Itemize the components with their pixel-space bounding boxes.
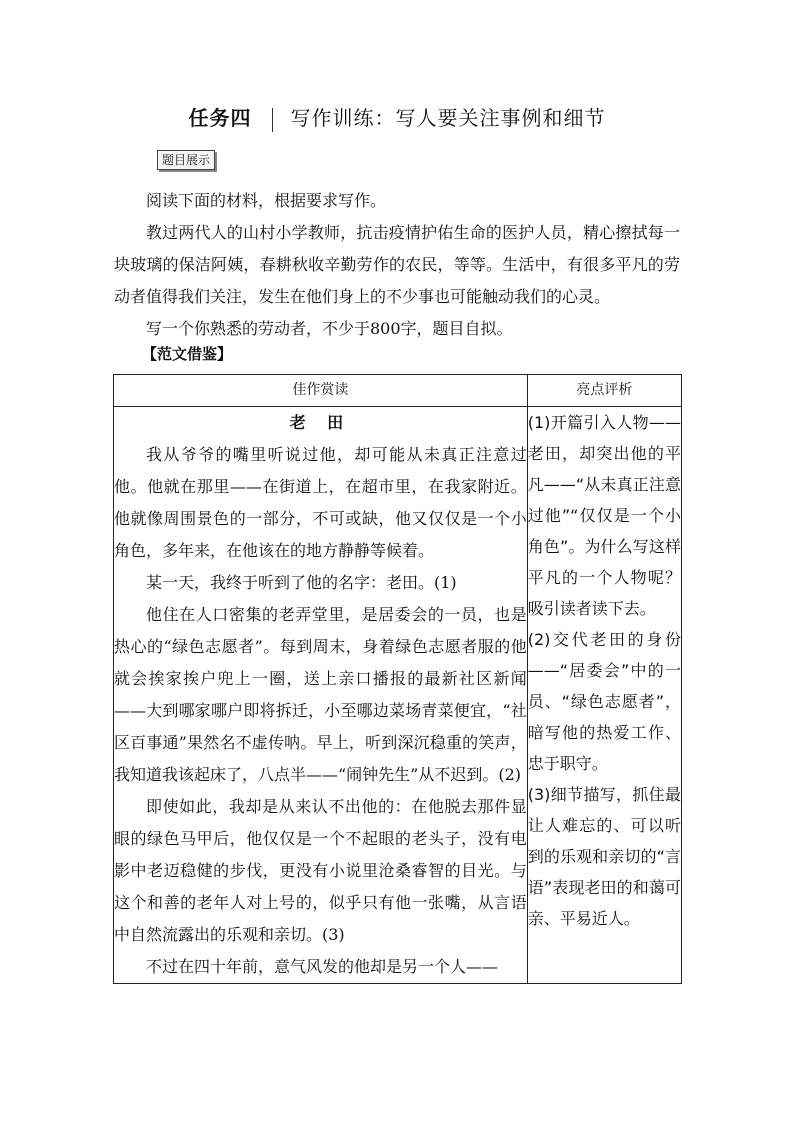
essay-paragraph: 我从爷爷的嘴里听说过他，却可能从未真正注意过他。他就在那里——在街道上，在超市里，在我家附近。他就像周围景色的一部分，不可或缺，他又仅仅是一个小角色，多年来，在他该在的地方静静等候着。 [114,445,527,560]
analysis-note: (1)开篇引入人物——老田，却突出他的平凡——“从未真正注意过他”“仅仅是一个小角色”。为什么写这样平凡的一个人物呢？吸引读者读下去。 [527,413,681,618]
title-divider [272,108,273,132]
prompt-requirement: 写一个你熟悉的劳动者，不少于800字，题目自拟。 [146,319,513,338]
essay-paragraph: 他住在人口密集的老弄堂里，是居委会的一员，也是热心的“绿色志愿者”。每到周末，身着绿色志愿者服的他就会挨家挨户兜上一圈，送上亲口播报的最新社区新闻——大到哪家哪户即将拆迁，小至哪边菜场青菜便宜，“社区百事通”果然名不虚传呐。早上，听到深沉稳重的笑声，我知道我该起床了，八点半——“闹钟先生”从不迟到。(2) [114,605,527,784]
header-essay: 佳作赏读 [114,375,528,407]
essay-paragraph: 某一天，我终于听到了他的名字：老田。(1) [146,573,457,592]
task-subtitle: 写作训练：写人要关注事例和细节 [290,106,606,130]
page-title [0,102,794,132]
essay-paragraph: 不过在四十年前，意气风发的他却是另一个人—— [146,957,499,976]
section-badge: 题目展示 [157,150,215,170]
essay-title: 老 田 [289,413,352,432]
essay-cell [114,407,528,984]
analysis-note: (3)细节描写，抓住最让人难忘的、可以听到的乐观和亲切的“言语”表现老田的和蔼可亲、平易近人。 [527,785,681,928]
task-number: 任务四 [188,106,252,130]
essay-paragraph: 即使如此，我却是从来认不出他的：在他脱去那件显眼的绿色马甲后，他仅仅是一个不起眼的老头子，没有电影中老迈稳健的步伐，更没有小说里沧桑睿智的目光。与这个和善的老年人对上号的，似乎只有他一张嘴，从言语中自然流露出的乐观和亲切。(3) [114,797,527,944]
table-body-row [114,407,682,984]
analysis-note: (2)交代老田的身份——“居委会”中的一员、“绿色志愿者”，暗写他的热爱工作、忠于职守。 [527,630,681,773]
model-essay-table [113,374,682,984]
prompt-material: 教过两代人的山村小学教师，抗击疫情护佑生命的医护人员，精心擦拭每一块玻璃的保洁阿姨，春耕秋收辛勤劳作的农民，等等。生活中，有很多平凡的劳动者值得我们关注，发生在他们身上的不少事也可能触动我们的心灵。 [114,223,680,306]
analysis-cell [527,407,681,984]
table-header-row [114,375,682,407]
header-analysis: 亮点评析 [527,375,681,407]
prompt-instruction: 阅读下面的材料，根据要求写作。 [146,191,387,210]
section-label: 【范文借鉴】 [142,345,233,363]
